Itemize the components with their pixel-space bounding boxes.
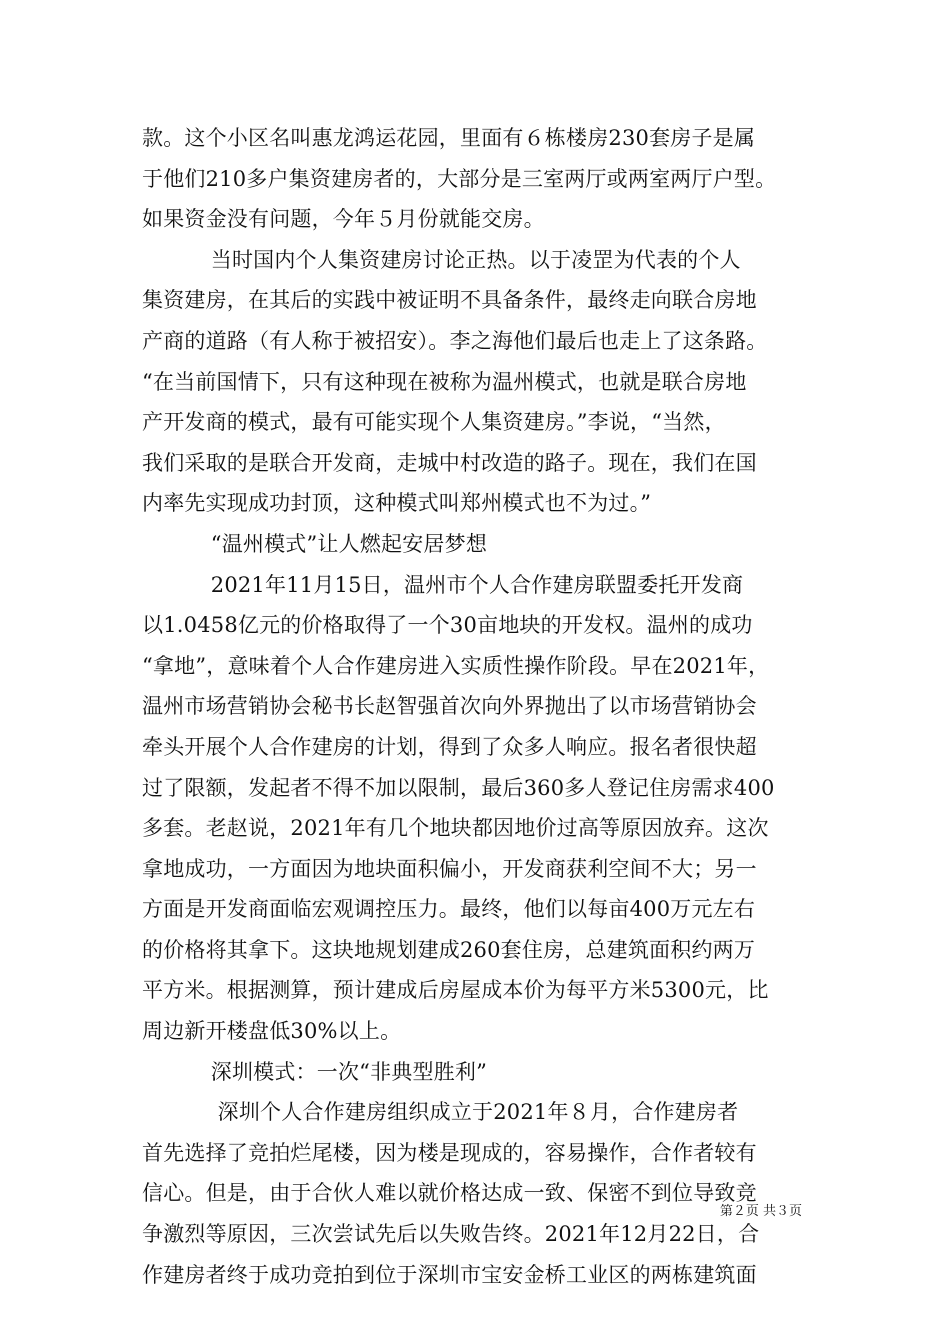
- text-line: “在当前国情下，只有这种现在被称为温州模式，也就是联合房地: [142, 369, 747, 394]
- section-heading: “温州模式”让人燃起安居梦想: [142, 531, 488, 556]
- text-line: 的价格将其拿下。这块地规划建成260套住房，总建筑面积约两万: [142, 937, 756, 962]
- text-line: 过了限额，发起者不得不加以限制，最后360多人登记住房需求400: [142, 775, 775, 800]
- text-line: 周边新开楼盘低30%以上。: [142, 1019, 402, 1044]
- section-heading: 深圳模式：一次“非典型胜利”: [142, 1059, 488, 1084]
- text-line: 方面是开发商面临宏观调控压力。最终，他们以每亩400万元左右: [142, 897, 756, 922]
- text-line: 于他们210多户集资建房者的，大部分是三室两厅或两室两厅户型。: [142, 166, 777, 191]
- text-line: 款。这个小区名叫惠龙鸿运花园，里面有６栋楼房230套房子是属: [142, 126, 756, 150]
- text-line: 多套。老赵说，2021年有几个地块都因地价过高等原因放弃。这次: [142, 816, 769, 841]
- text-line: 平方米。根据测算，预计建成后房屋成本价为每平方米5300元，比: [142, 978, 769, 1003]
- text-line: 当时国内个人集资建房讨论正热。以于凌罡为代表的个人: [142, 247, 741, 272]
- text-line: 如果资金没有问题，今年５月份就能交房。: [142, 207, 545, 232]
- text-line: 集资建房，在其后的实践中被证明不具备条件，最终走向联合房地: [142, 288, 757, 313]
- text-line: 产开发商的模式，最有可能实现个人集资建房。”李说，“当然，: [142, 410, 726, 435]
- text-line: 内率先实现成功封顶，这种模式叫郑州模式也不为过。”: [142, 491, 652, 516]
- text-line: 牵头开展个人合作建房的计划，得到了众多人响应。报名者很快超: [142, 734, 757, 759]
- text-line: 产商的道路（有人称于被招安）。李之海他们最后也走上了这条路。: [142, 328, 768, 353]
- page-footer: 第２页 共３页: [719, 1204, 802, 1219]
- text-line: 作建房者终于成功竞拍到位于深圳市宝安金桥工业区的两栋建筑面: [142, 1262, 757, 1287]
- text-line: 深圳个人合作建房组织成立于2021年８月，合作建房者: [142, 1100, 739, 1125]
- text-line: 以1.0458亿元的价格取得了一个30亩地块的开发权。温州的成功: [142, 613, 753, 638]
- text-line: 我们采取的是联合开发商，走城中村改造的路子。现在，我们在国: [142, 450, 757, 475]
- text-line: 温州市场营销协会秘书长赵智强首次向外界抛出了以市场营销协会: [142, 694, 757, 719]
- text-line: 信心。但是，由于合伙人难以就价格达成一致、保密不到位导致竞: [142, 1181, 757, 1206]
- text-line: 首先选择了竞拍烂尾楼，因为楼是现成的，容易操作，合作者较有: [142, 1140, 757, 1165]
- body-text: [142, 118, 822, 1295]
- text-line: “拿地”，意味着个人合作建房进入实质性操作阶段。早在2021年，: [142, 653, 770, 678]
- text-line: 争激烈等原因，三次尝试先后以失败告终。2021年12月22日，合: [142, 1222, 760, 1247]
- text-line: 2021年11月15日，温州市个人合作建房联盟委托开发商: [142, 572, 744, 597]
- text-line: 拿地成功，一方面因为地块面积偏小，开发商获利空间不大；另一: [142, 856, 757, 881]
